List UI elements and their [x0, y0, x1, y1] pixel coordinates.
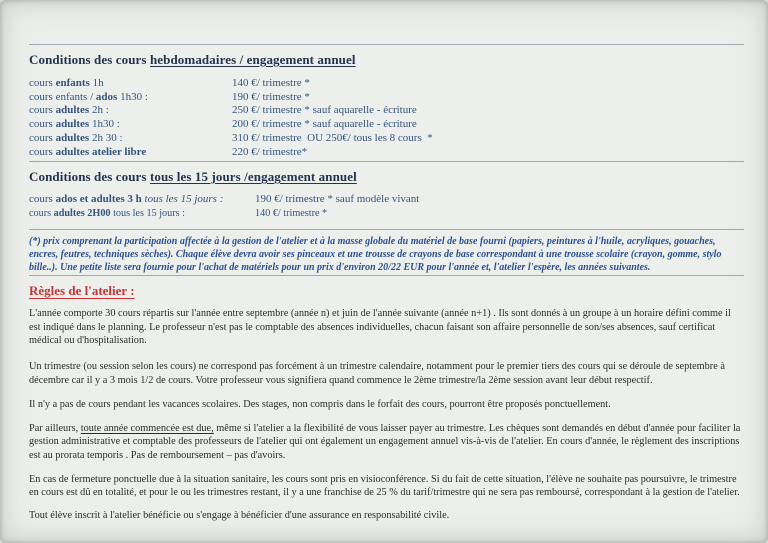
course-label-text: cours [29, 131, 56, 144]
course-label-bold: ados et adultes 3 h [55, 193, 145, 206]
course-price: 140 €/ trimestre * [255, 207, 328, 219]
course-row [29, 118, 744, 132]
rules-paragraph-payment-underlined: toute année commencée est due, [80, 422, 214, 434]
course-row [29, 207, 744, 221]
section-biweekly-title-prefix: Conditions des cours [29, 169, 150, 185]
course-label [29, 146, 232, 160]
course-price: 190 €/ trimestre * sauf modèle vivant [255, 193, 420, 206]
course-price: 250 €/ trimestre * sauf aquarelle - écriture [232, 104, 417, 117]
course-label-text: cours [29, 118, 56, 131]
rules-paragraph-trimester: Un trimestre (ou session selon les cours) ne correspond pas forcément à un trimestre calendaire, notamment pour le premier tiers des cours qui se déroule de septembre à décembre car il y a 3 mois 1/2 de cours. Votre professeur vous signifiera quand commence le 2ème trimestre/la 2ème session avant leur début respectif. [29, 361, 725, 386]
section-weekly-title-underlined: hebdomadaires / engagement annuel [149, 52, 356, 67]
document-content [29, 0, 744, 522]
course-label [29, 118, 232, 132]
course-label [29, 91, 232, 105]
course-price: 190 €/ trimestre * [232, 90, 310, 103]
course-row [29, 77, 744, 91]
price-footnote: (*) prix comprenant la participation affectée à la gestion de l'atelier et à la masse globale du matériel de base fourni (papiers, peintures à l'huile, acryliques, gouaches, encres, feutres, techniques sèches). Chaque élève devra avoir ses pinceaux et une trousse de crayons de base correspondant à une trousse scolaire (crayon, gomme, stylo bille..). Une petite liste sera fournie pour l'achat de matériels pour un prix d'environ 20/22 EUR pour l'année et, l'atelier l'espère, les années suivantes. [29, 235, 722, 274]
course-row [29, 193, 744, 207]
course-label-text: tous les 15 jours : [113, 207, 185, 219]
course-label-text: 1h30 : [89, 118, 120, 131]
course-label-text: cours [29, 145, 56, 158]
course-label [29, 132, 232, 146]
course-label-text: 1h [89, 77, 104, 89]
rules-title: Règles de l'atelier : [29, 283, 135, 299]
section-biweekly-title-underlined: tous les 15 jours /engagement annuel [149, 169, 357, 185]
course-price: 310 €/ trimestre OU 250€/ tous les 8 cours * [232, 131, 433, 144]
course-label [29, 207, 255, 221]
course-price: 220 €/ trimestre* [232, 145, 308, 158]
section-biweekly-title [29, 169, 744, 184]
rules-paragraph-year: L'année comporte 30 cours répartis sur l'année entre septembre (année n) et juin de l'année suivante (année n+1) . Ils sont donnés à un groupe à un horaire défini comme il est indiqué dans le planning. Le professeur n'est pas le comptable des absences individuelles, chacun faisant son affaire personnelle de son/ses absences, sauf certificat médical ou d'hospitalisation. [29, 308, 731, 347]
weekly-course-list [29, 77, 744, 159]
course-row [29, 104, 744, 118]
rules-paragraph-payment [29, 422, 744, 463]
course-row [29, 146, 744, 160]
course-label-text: 2h 30 : [89, 131, 123, 144]
course-label [29, 193, 255, 207]
divider-section [29, 161, 744, 162]
section-weekly-title-prefix: Conditions des cours [29, 52, 150, 67]
course-label-bold: adultes [55, 104, 90, 117]
course-label [29, 77, 232, 91]
course-label-italic: tous les 15 jours : [144, 193, 224, 206]
course-label-bold: adultes atelier libre [55, 145, 147, 158]
course-label-text: cours enfants / [29, 90, 96, 103]
course-label-bold: adultes [55, 118, 90, 131]
course-label [29, 104, 232, 118]
course-label-bold: adultes [55, 131, 90, 144]
rules-paragraph-payment-post: même si l'atelier a la flexibilité de vous laisser payer au trimestre. Les chèques sont demandés en début d'année pour faciliter la gestion administrative et comptable des professeurs de l'atelier qui ont également un engagement annuel vis-à-vis de l'atelier. En cours d'année, le règlement des inscriptions est au prorata temporis . Pas de remboursement – pas d'avoirs. [29, 422, 741, 461]
course-price: 140 €/ trimestre * [232, 77, 310, 89]
biweekly-course-list [29, 193, 744, 220]
rules-paragraph-closure: En cas de fermeture ponctuelle due à la situation sanitaire, les cours sont pris en visioconférence. Si du fait de cette situation, l'élève ne souhaite pas poursuivre, le trimestre en cours est dû en totalité, et pour le ou les trimestres restant, il y a une franchise de 25 % du tarif/trimestre qui ne sera pas remboursé, correspondant à la gestion de l'atelier. [29, 473, 740, 499]
rules-paragraph-payment-pre: Par ailleurs, [29, 422, 81, 434]
course-label-bold: enfants [55, 77, 90, 89]
section-weekly-title [29, 52, 744, 67]
rules-paragraph-holidays: Il n'y a pas de cours pendant les vacances scolaires. Des stages, non compris dans le forfait des cours, pourront être proposés ponctuellement. [29, 399, 611, 411]
course-label-bold: ados [95, 90, 118, 103]
divider-footnote-top [29, 229, 744, 230]
course-label-text: 1h30 : [117, 90, 148, 103]
course-label-text: cours [29, 104, 56, 117]
course-label-text: cours [29, 77, 56, 89]
divider-top [29, 44, 744, 45]
course-row [29, 132, 744, 146]
course-row [29, 91, 744, 105]
rules-paragraph-insurance: Tout élève inscrit à l'atelier bénéficie ou s'engage à bénéficier d'une assurance en responsabilité civile. [29, 509, 450, 521]
course-label-bold: adultes 2H00 [53, 207, 114, 219]
course-label-text: cours [29, 207, 54, 219]
course-label-text: 2h : [89, 104, 109, 117]
course-price: 200 €/ trimestre * sauf aquarelle - écriture [232, 118, 417, 131]
divider-footnote-bottom [29, 275, 744, 276]
course-label-text: cours [29, 193, 56, 206]
